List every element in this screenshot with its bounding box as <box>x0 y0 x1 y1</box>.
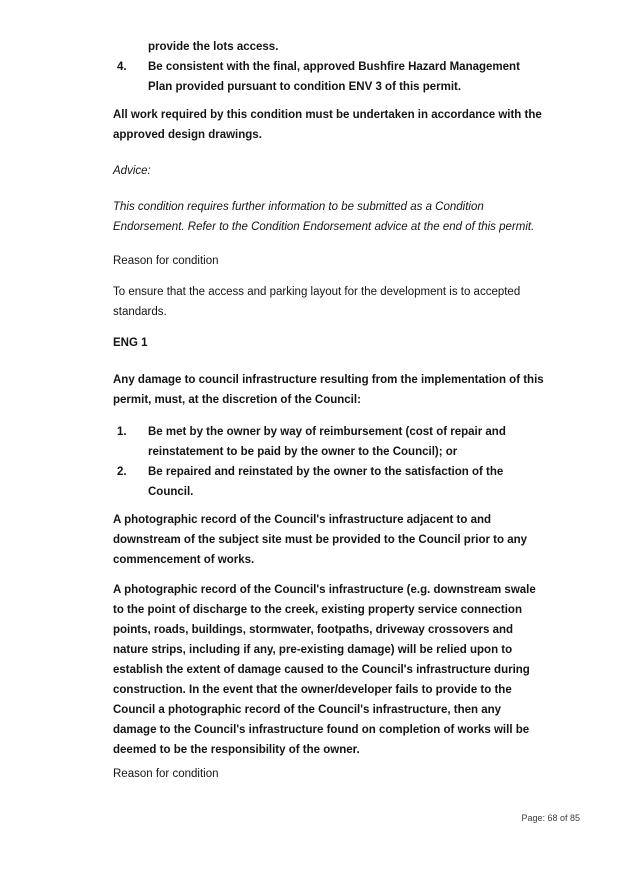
list-line: provide the lots access. <box>148 41 279 53</box>
list-row <box>113 77 583 97</box>
list-row <box>113 422 583 442</box>
text-line: construction. In the event that the owner/developer fails to provide to the <box>113 684 512 696</box>
list-marker <box>113 77 148 97</box>
text-line: permit, must, at the discretion of the Council: <box>113 394 361 406</box>
list-line: Be repaired and reinstated by the owner to the satisfaction of the <box>148 466 504 478</box>
list-line: Be consistent with the final, approved Bushfire Hazard Management <box>148 61 520 73</box>
photographic-record-paragraph-1 <box>113 510 583 570</box>
text-line: To ensure that the access and parking layout for the development is to accepted <box>113 286 521 298</box>
all-work-paragraph <box>113 105 583 145</box>
list-marker: 1. <box>117 426 127 438</box>
text-line: to the point of discharge to the creek, existing property service connection <box>113 604 522 616</box>
advice-label <box>113 161 583 181</box>
reason-text-1 <box>113 282 583 322</box>
eng-1-list-items-1-2 <box>113 422 583 502</box>
text-line: ENG 1 <box>113 337 148 349</box>
list-line: Council. <box>148 486 194 498</box>
document-body <box>113 37 583 784</box>
text-line: deemed to be the responsibility of the owner. <box>113 744 360 756</box>
condition-list-items-3-4 <box>113 37 583 97</box>
text-line: Reason for condition <box>113 768 219 780</box>
text-line: damage to the Council's infrastructure found on completion of works will be <box>113 724 530 736</box>
list-row <box>113 482 583 502</box>
text-line: approved design drawings. <box>113 129 262 141</box>
text-line: nature strips, including if any, pre-existing damage) will be relied upon to <box>113 644 513 656</box>
text-line: establish the extent of damage caused to the Council's infrastructure during <box>113 664 530 676</box>
reason-for-condition-label-1 <box>113 251 583 271</box>
text-line: Any damage to council infrastructure resulting from the implementation of this <box>113 374 544 386</box>
text-line: A photographic record of the Council's infrastructure (e.g. downstream swale <box>113 584 536 596</box>
list-marker <box>113 37 148 57</box>
list-row <box>113 57 583 77</box>
list-row <box>113 442 583 462</box>
text-line: standards. <box>113 306 167 318</box>
text-line: A photographic record of the Council's infrastructure adjacent to and <box>113 514 492 526</box>
text-line: All work required by this condition must be undertaken in accordance with the <box>113 109 542 121</box>
text-line: Council a photographic record of the Council's infrastructure, then any <box>113 704 502 716</box>
page-footer <box>521 812 580 824</box>
list-line: reinstatement to be paid by the owner to the Council); or <box>148 446 458 458</box>
eng-1-intro-paragraph <box>113 370 583 410</box>
eng-1-heading <box>113 333 583 353</box>
text-line: Reason for condition <box>113 255 219 267</box>
list-marker: 2. <box>117 466 127 478</box>
list-line: Be met by the owner by way of reimbursement (cost of repair and <box>148 426 506 438</box>
list-marker: 4. <box>117 61 127 73</box>
list-row <box>113 37 583 57</box>
reason-for-condition-label-2 <box>113 764 583 784</box>
list-marker <box>113 442 148 462</box>
text-line: points, roads, buildings, stormwater, footpaths, driveway crossovers and <box>113 624 514 636</box>
text-line: commencement of works. <box>113 554 255 566</box>
list-marker <box>113 482 148 502</box>
text-line: Advice: <box>113 165 151 177</box>
text-line: This condition requires further information to be submitted as a Condition <box>113 201 484 213</box>
text-line: downstream of the subject site must be provided to the Council prior to any <box>113 534 528 546</box>
photographic-record-paragraph-2 <box>113 580 583 760</box>
page-number: Page: 68 of 85 <box>521 813 580 823</box>
list-row <box>113 462 583 482</box>
text-line: Endorsement. Refer to the Condition Endorsement advice at the end of this permit. <box>113 221 535 233</box>
list-line: Plan provided pursuant to condition ENV 3 of this permit. <box>148 81 462 93</box>
advice-text <box>113 197 583 237</box>
